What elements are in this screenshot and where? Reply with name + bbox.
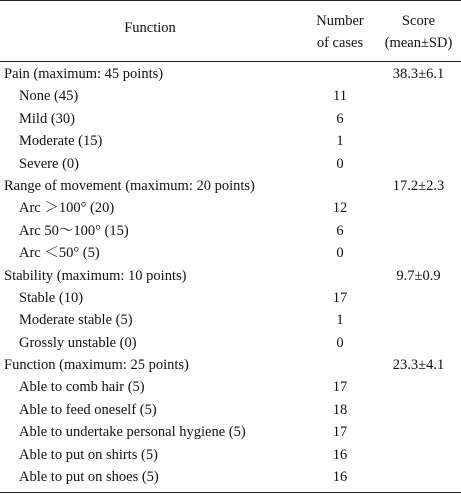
row-label: Able to put on shirts (5): [19, 446, 158, 463]
cases-cell: 11: [333, 88, 347, 105]
table-row: [0, 309, 461, 331]
header-score: [376, 10, 461, 54]
row-label: Stable (10): [19, 289, 84, 306]
header-cases-line2: of cases: [316, 35, 364, 51]
cases-cell: 12: [332, 200, 348, 217]
score-cell: 9.7±0.9: [396, 267, 441, 284]
cases-cell: 1: [336, 312, 344, 329]
table-body: [0, 63, 461, 488]
cases-cell: 17: [332, 424, 348, 441]
header-function: Function: [124, 20, 176, 36]
table-row: [0, 399, 461, 421]
header-rule: [0, 61, 461, 62]
table-row: [0, 85, 461, 107]
header-cases-line1: Number: [316, 13, 364, 29]
group-row: [0, 63, 461, 85]
row-label: Severe (0): [19, 155, 79, 172]
row-label: Moderate (15): [19, 133, 103, 150]
table-row: [0, 421, 461, 443]
table-row: [0, 376, 461, 398]
cases-cell: 1: [336, 133, 344, 150]
row-label: Able to put on shoes (5): [19, 469, 159, 486]
table-row: [0, 153, 461, 175]
row-label: Able to feed oneself (5): [19, 401, 157, 418]
score-cell: 38.3±6.1: [392, 66, 445, 82]
table-row: [0, 242, 461, 264]
row-label: Arc 50～100° (15): [19, 222, 129, 239]
cases-cell: 6: [336, 222, 344, 239]
cases-cell: 0: [336, 245, 344, 262]
group-row: [0, 354, 461, 376]
table-row: [0, 444, 461, 466]
table-row: [0, 108, 461, 130]
cases-cell: 0: [336, 155, 344, 172]
row-label: Mild (30): [19, 110, 75, 127]
cases-cell: 17: [332, 379, 348, 396]
row-label: Arc ＞100° (20): [19, 200, 115, 217]
group-label: Function (maximum: 25 points): [4, 357, 189, 374]
cases-cell: 16: [332, 446, 348, 463]
row-label: Grossly unstable (0): [19, 334, 137, 351]
header-score-line1: Score: [401, 13, 435, 29]
table-row: [0, 466, 461, 488]
table-row: [0, 332, 461, 354]
cases-cell: 16: [332, 469, 348, 486]
cases-cell: 0: [336, 334, 344, 351]
table-header: [0, 0, 461, 61]
row-label: Arc ＜50° (5): [19, 245, 100, 262]
cases-cell: 6: [336, 110, 344, 127]
group-label: Stability (maximum: 10 points): [4, 267, 187, 284]
row-label: Able to undertake personal hygiene (5): [19, 424, 246, 441]
cases-cell: 18: [332, 401, 348, 418]
table-row: [0, 287, 461, 309]
table-row: [0, 197, 461, 219]
group-label: Pain (maximum: 45 points): [4, 66, 164, 82]
score-cell: 23.3±4.1: [392, 357, 445, 374]
header-number-of-cases: [304, 10, 376, 54]
row-label: Moderate stable (5): [19, 312, 133, 329]
table-row: [0, 220, 461, 242]
cases-cell: 17: [332, 289, 348, 306]
row-label: None (45): [19, 88, 79, 105]
table-row: [0, 130, 461, 152]
bottom-rule: [0, 492, 461, 493]
group-row: [0, 265, 461, 287]
group-row: [0, 175, 461, 197]
row-label: Able to comb hair (5): [19, 379, 145, 396]
group-label: Range of movement (maximum: 20 points): [4, 177, 255, 194]
score-cell: 17.2±2.3: [392, 177, 445, 194]
header-score-line2: (mean±SD): [384, 35, 453, 51]
